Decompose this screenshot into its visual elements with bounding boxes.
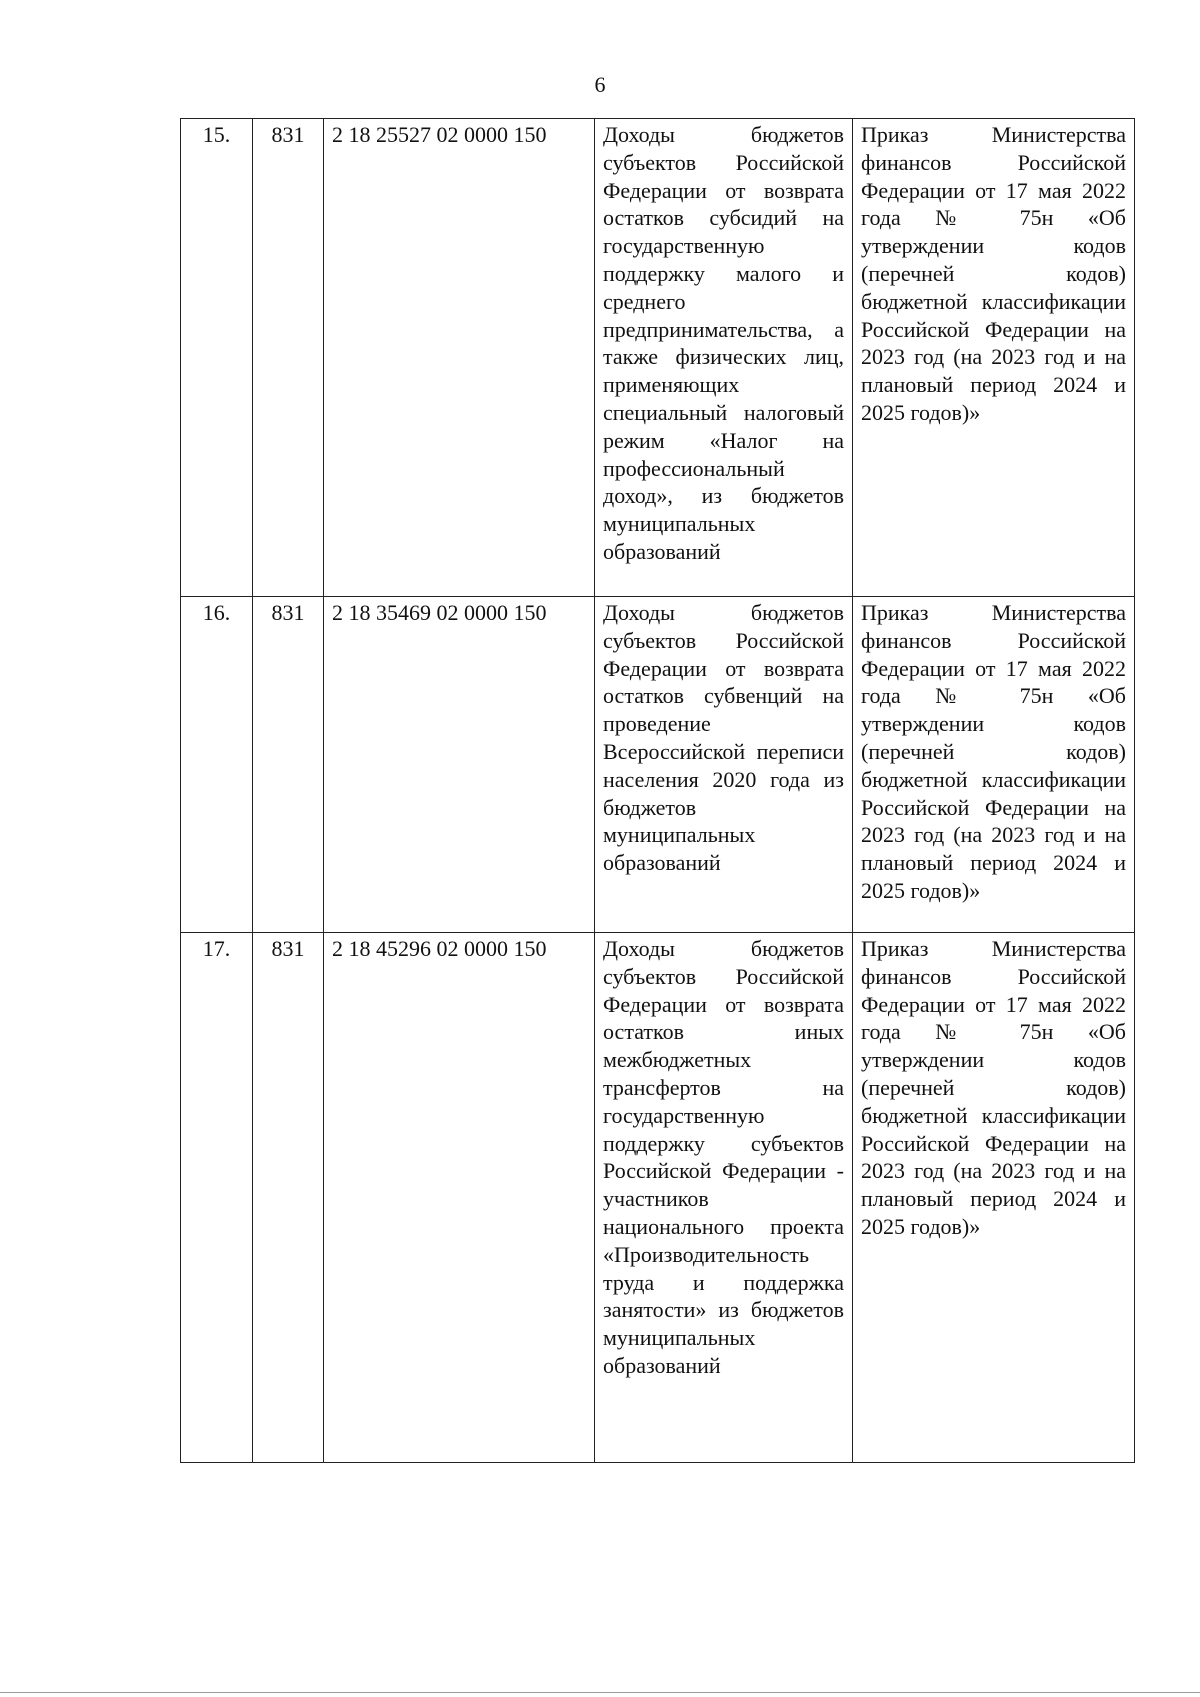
row-number: 17.	[181, 933, 253, 1463]
row-number: 16.	[181, 597, 253, 933]
table-row	[181, 119, 1135, 597]
revenue-name: Доходы бюджетов субъектов Российской Федерации от возврата остатков субсидий на государственную поддержку малого и среднего предпринимательства, а также физических лиц, применяющих специальный налоговый режим «Налог на профессиональный доход», из бюджетов муниципальных образований	[595, 119, 853, 597]
legal-basis: Приказ Министерства финансов Российской Федерации от 17 мая 2022 года № 75н «Об утверждении кодов (перечней кодов) бюджетной классификации Российской Федерации на 2023 год (на 2023 год и на плановый период 2024 и 2025 годов)»	[853, 597, 1135, 933]
revenue-codes-table	[180, 118, 1135, 1463]
row-number: 15.	[181, 119, 253, 597]
admin-code: 831	[253, 933, 324, 1463]
budget-classification-code: 2 18 45296 02 0000 150	[324, 933, 595, 1463]
budget-classification-code: 2 18 25527 02 0000 150	[324, 119, 595, 597]
legal-basis: Приказ Министерства финансов Российской Федерации от 17 мая 2022 года № 75н «Об утверждении кодов (перечней кодов) бюджетной классификации Российской Федерации на 2023 год (на 2023 год и на плановый период 2024 и 2025 годов)»	[853, 933, 1135, 1463]
revenue-name: Доходы бюджетов субъектов Российской Федерации от возврата остатков субвенций на проведение Всероссийской переписи населения 2020 года из бюджетов муниципальных образований	[595, 597, 853, 933]
scan-edge-divider	[0, 1692, 1200, 1693]
admin-code: 831	[253, 597, 324, 933]
admin-code: 831	[253, 119, 324, 597]
page-number: 6	[594, 72, 606, 97]
legal-basis: Приказ Министерства финансов Российской Федерации от 17 мая 2022 года № 75н «Об утверждении кодов (перечней кодов) бюджетной классификации Российской Федерации на 2023 год (на 2023 год и на плановый период 2024 и 2025 годов)»	[853, 119, 1135, 597]
revenue-name: Доходы бюджетов субъектов Российской Федерации от возврата остатков иных межбюджетных трансфертов на государственную поддержку субъектов Российской Федерации - участников национального проекта «Производительность труда и поддержка занятости» из бюджетов муниципальных образований	[595, 933, 853, 1463]
budget-classification-code: 2 18 35469 02 0000 150	[324, 597, 595, 933]
table-row	[181, 597, 1135, 933]
table-row	[181, 933, 1135, 1463]
